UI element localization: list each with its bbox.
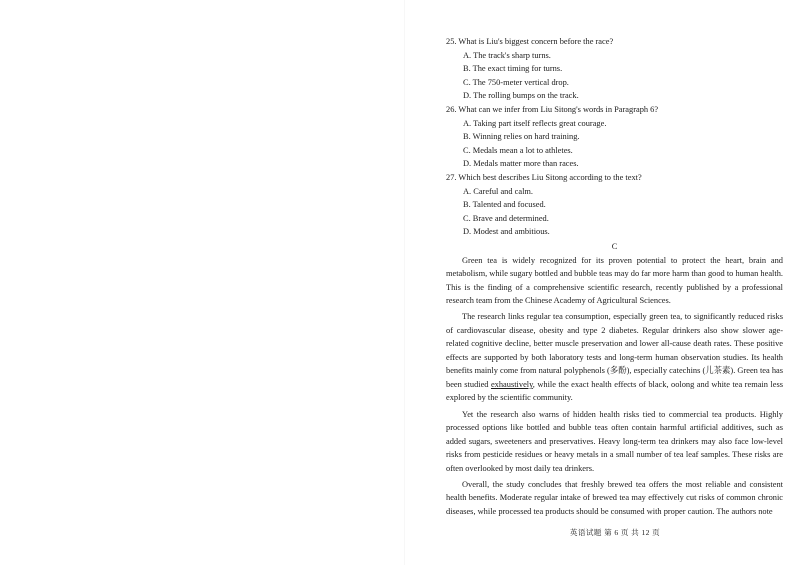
question-stem: 26. What can we infer from Liu Sitong's words in Paragraph 6? (446, 104, 659, 114)
option-d: D. Modest and ambitious. (463, 227, 550, 237)
passage-paragraph-3: Yet the research also warns of hidden health risks tied to commercial tea products. Highly processed options like bottled and bubble teas often contain harmful artificial additives, such as added sugars, sweeteners and preservatives. Heavy long-term tea drinkers may also face low-level risks from pesticide residues or heavy metals in a small number of tea leaf samples. These risks are often overlooked by most daily tea drinkers. (446, 409, 783, 473)
page-fold-shadow (404, 0, 405, 565)
option-d: D. The rolling bumps on the track. (463, 91, 579, 101)
question-27 (446, 171, 783, 239)
option-a: A. Taking part itself reflects great courage. (463, 118, 607, 128)
option-c: C. Brave and determined. (463, 213, 549, 223)
paragraph-text: The research links regular tea consumption, especially green tea, to significantly reduced risks of cardiovascular disease, obesity and type 2 diabetes. Regular drinkers also show slower age-related cognitive decline, better muscle preservation and lower all-cause death rates. These positive effects are supported by both laboratory tests and long-term human observation studies. Its health benefits mainly come from natural polyphenols (多酚), especially catechins (儿茶素). Green tea has been studied (446, 312, 783, 389)
option-b: B. Winning relies on hard training. (463, 132, 580, 142)
question-stem: 25. What is Liu's biggest concern before the race? (446, 37, 614, 46)
passage-paragraph-4: Overall, the study concludes that freshly brewed tea offers the most reliable and consistent health benefits. Moderate regular intake of brewed tea may effectively cut risks of common chronic diseases, while processed tea products should be consumed with proper caution. The authors note (446, 479, 783, 516)
paragraph-text: , while the exact health effects of black, oolong and white tea remain less explored by the scientific community. (446, 379, 783, 403)
right-column (446, 35, 783, 518)
section-letter: C (611, 241, 618, 251)
question-25 (446, 35, 783, 103)
option-b: B. The exact timing for turns. (463, 64, 563, 74)
underlined-word: exhaustively (490, 379, 533, 389)
option-c: C. Medals mean a lot to athletes. (463, 145, 573, 155)
question-stem: 27. Which best describes Liu Sitong according to the text? (446, 172, 642, 182)
passage-paragraph-1: Green tea is widely recognized for its proven potential to protect the heart, brain and metabolism, while sugary bottled and bubble teas may do far more harm than good to human health. This is the finding of a comprehensive scientific research, recently published by a professional research team from the Chinese Academy of Agricultural Sciences. (446, 255, 783, 306)
reading-passage (446, 254, 783, 519)
page-footer: 英语试题 第 6 页 共 12 页 (569, 528, 661, 537)
option-a: A. The track's sharp turns. (463, 50, 551, 60)
option-d: D. Medals matter more than races. (463, 159, 579, 169)
option-a: A. Careful and calm. (463, 186, 533, 196)
option-b: B. Talented and focused. (463, 200, 546, 210)
option-c: C. The 750-meter vertical drop. (463, 77, 569, 87)
passage-paragraph-2 (446, 310, 783, 405)
question-26 (446, 103, 783, 171)
